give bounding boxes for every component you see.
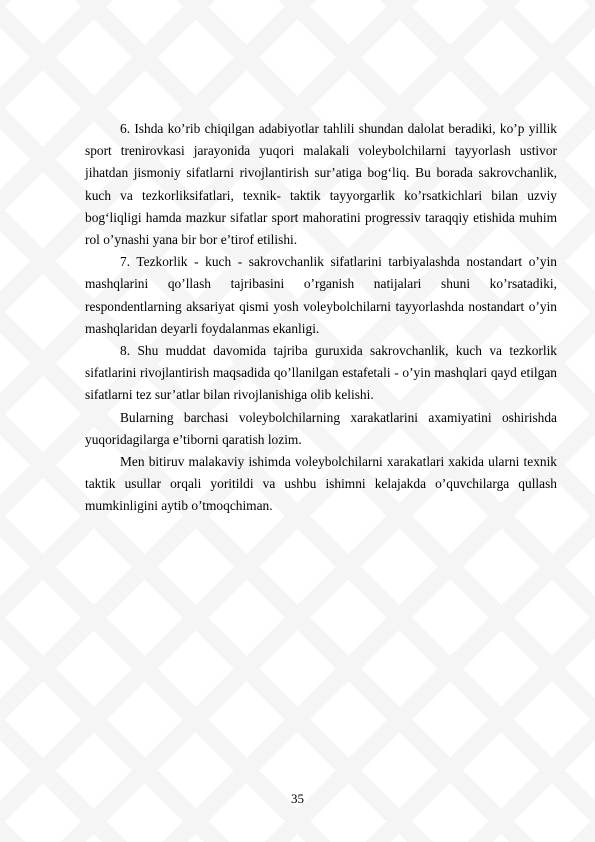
paragraph-conclusion: Men bitiruv malakaviy ishimda voleybolchilarni xarakatlari xakida ularni texnik taktik usullar orqali yoritildi va ushbu ishimni kelajakda o’quvchilarga qullash mumkinligini aytib o’tmoqchiman. xyxy=(85,454,557,514)
body-text xyxy=(85,118,557,518)
paragraph-8: 8. Shu muddat davomida tajriba guruxida sakrovchanlik, kuch va tezkorlik sifatlarini rivojlantirish maqsadida qo’llanilgan estafetali - o’yin mashqlari qayd etilgan sifatlarni tez sur’atlar bilan rivojlanishiga olib kelishi. xyxy=(85,343,557,403)
page-number: 35 xyxy=(291,791,304,806)
paragraph-7: 7. Tezkorlik - kuch - sakrovchanlik sifatlarini tarbiyalashda nostandart o’yin mashqlarini qo’llash tajribasini o’rganish natijalari shuni ko’rsatadiki, respondentlarning aksariyat qismi yosh voleybolchilarni tayyorlashda nostandart o’yin mashqlaridan deyarli foydalanmas ekanligi. xyxy=(85,254,557,336)
paragraph-6: 6. Ishda ko’rib chiqilgan adabiyotlar tahlili shundan dalolat beradiki, ko’p yillik sport trenirovkasi jarayonida yuqori malakali voleybolchilarni tayyorlash ustivor jihatdan jismoniy sifatlarni rivojlantirish sur’atiga bog‘liq. Bu borada sakrovchanlik, kuch va tezkorliksifatlari, texnik- taktik tayyorgarlik ko’rsatkichlari bilan uzviy bog‘liqligi hamda mazkur sifatlar sport mahoratini progressiv taraqqiy etishida muhim rol o’ynashi yana bir bor e’tirof etilishi. xyxy=(85,121,557,248)
paragraph-summary: Bularning barchasi voleybolchilarning xarakatlarini axamiyatini oshirishda yuqoridagilarga e’tiborni qaratish lozim. xyxy=(85,409,557,447)
